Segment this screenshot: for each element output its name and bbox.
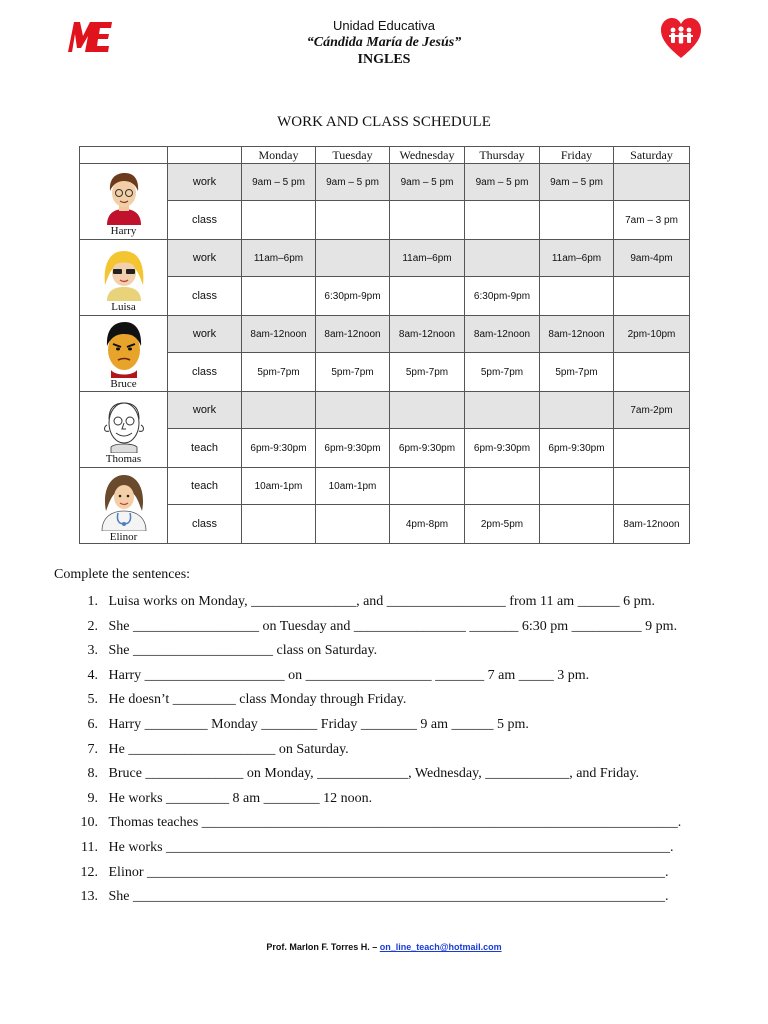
- schedule-cell: [465, 468, 540, 505]
- sentence-text: Elinor __________________________________________________________________________.: [108, 864, 669, 880]
- schedule-cell: [316, 240, 390, 277]
- schedule-cell: [390, 201, 465, 240]
- schedule-cell: 9am – 5 pm: [242, 164, 316, 201]
- schedule-cell: 6pm-9:30pm: [242, 429, 316, 468]
- schedule-cell: [316, 505, 390, 544]
- instructions: Complete the sentences:: [54, 567, 191, 582]
- schedule-cell: 7am – 3 pm: [614, 201, 690, 240]
- sentence-text: She ____________________________________________________________________________.: [108, 889, 669, 905]
- schedule-cell: [316, 201, 390, 240]
- sentence-number: 6.: [87, 716, 98, 732]
- sentence-number: 10.: [80, 815, 98, 831]
- schedule-cell: 2pm-10pm: [614, 316, 690, 353]
- table-row: [80, 201, 690, 240]
- activity-cell: teach: [168, 468, 242, 505]
- sentence-text: She ____________________ class on Saturday.: [108, 643, 378, 659]
- schedule-cell: 8am-12noon: [390, 316, 465, 353]
- sentence-item: [54, 863, 669, 888]
- page-title: WORK AND CLASS SCHEDULE: [277, 114, 491, 130]
- table-row: [80, 164, 690, 201]
- activity-cell: work: [168, 316, 242, 353]
- schedule-cell: 8am-12noon: [242, 316, 316, 353]
- activity-cell: teach: [168, 429, 242, 468]
- schedule-cell: 5pm-7pm: [465, 353, 540, 392]
- schedule-cell: [242, 505, 316, 544]
- schedule-cell: [390, 392, 465, 429]
- schedule-cell: [465, 392, 540, 429]
- sentence-text: He _____________________ on Saturday.: [108, 741, 349, 757]
- sentence-number: 4.: [87, 667, 98, 683]
- sentence-item: [54, 887, 669, 912]
- activity-cell: work: [168, 164, 242, 201]
- schedule-cell: 5pm-7pm: [242, 353, 316, 392]
- schedule-cell: [242, 277, 316, 316]
- sentence-text: He works ________________________________________________________________________.: [108, 839, 674, 855]
- schedule-cell: [540, 505, 614, 544]
- sentence-item: [54, 789, 654, 814]
- sentence-text: He works _________ 8 am ________ 12 noon.: [108, 790, 373, 806]
- harry-avatar-icon: [80, 169, 167, 225]
- sentence-text: Luisa works on Monday, _______________, and _________________ from 11 am ______ 6 pm.: [108, 594, 655, 609]
- sentence-number: 12.: [80, 864, 98, 880]
- schedule-cell: [540, 277, 614, 316]
- schedule-cell: 5pm-7pm: [316, 353, 390, 392]
- schedule-cell: [614, 277, 690, 316]
- activity-cell: class: [168, 201, 242, 240]
- schedule-cell: 9am – 5 pm: [540, 164, 614, 201]
- day-header: Thursday: [465, 147, 540, 164]
- schedule-cell: 9am – 5 pm: [390, 164, 465, 201]
- schedule-cell: 9am – 5 pm: [465, 164, 540, 201]
- schedule-cell: 5pm-7pm: [390, 353, 465, 392]
- sentence-number: 11.: [81, 839, 98, 855]
- schedule-cell: 9am-4pm: [614, 240, 690, 277]
- table-row: [80, 240, 690, 277]
- sentence-item: [54, 592, 654, 617]
- sentence-item: [54, 666, 654, 691]
- table-row: [80, 468, 690, 505]
- person-cell: [80, 164, 168, 240]
- sentence-number: 7.: [87, 741, 98, 757]
- table-row: [80, 505, 690, 544]
- schedule-cell: [540, 468, 614, 505]
- schedule-cell: 8am-12noon: [316, 316, 390, 353]
- person-cell: [80, 392, 168, 468]
- sentence-item: [54, 690, 654, 715]
- sentence-number: 8.: [87, 766, 98, 782]
- schedule-cell: 5pm-7pm: [540, 353, 614, 392]
- sentence-number: 1.: [87, 594, 98, 609]
- elinor-avatar-icon: [80, 471, 167, 531]
- sentence-text: Bruce ______________ on Monday, _____________, Wednesday, ____________, and Friday.: [108, 766, 640, 782]
- schedule-cell: 8am-12noon: [465, 316, 540, 353]
- person-cell: [80, 240, 168, 316]
- sentence-item: [54, 838, 674, 863]
- footer-email-link[interactable]: on_line_teach@hotmail.com: [379, 942, 502, 952]
- schedule-cell: 8am-12noon: [540, 316, 614, 353]
- schedule-cell: [614, 353, 690, 392]
- schedule-cell: [614, 468, 690, 505]
- subject-name: INGLES: [357, 52, 411, 67]
- activity-cell: class: [168, 277, 242, 316]
- schedule-cell: 9am – 5 pm: [316, 164, 390, 201]
- school-type: Unidad Educativa: [333, 18, 435, 33]
- schedule-cell: 6:30pm-9pm: [316, 277, 390, 316]
- table-row: [80, 316, 690, 353]
- luisa-avatar-icon: [80, 245, 167, 301]
- school-header: [0, 18, 768, 68]
- sentence-item: [54, 641, 654, 666]
- activity-cell: class: [168, 353, 242, 392]
- activity-cell: class: [168, 505, 242, 544]
- schedule-cell: [390, 277, 465, 316]
- table-row: [80, 277, 690, 316]
- footer: [0, 942, 768, 952]
- person-name: Harry: [110, 224, 137, 237]
- schedule-cell: [540, 392, 614, 429]
- schedule-cell: 10am-1pm: [242, 468, 316, 505]
- day-header: Tuesday: [316, 147, 390, 164]
- schedule-cell: [242, 201, 316, 240]
- sentence-number: 9.: [87, 790, 98, 806]
- sentence-text: She __________________ on Tuesday and ________________ _______ 6:30 pm __________ 9 pm.: [108, 618, 678, 634]
- schedule-cell: 6:30pm-9pm: [465, 277, 540, 316]
- schedule-cell: 11am–6pm: [390, 240, 465, 277]
- person-name: Luisa: [111, 300, 136, 313]
- sentence-item: [54, 617, 678, 642]
- day-header: Monday: [242, 147, 316, 164]
- schedule-cell: 4pm-8pm: [390, 505, 465, 544]
- schedule-table: [79, 146, 690, 544]
- schedule-cell: 2pm-5pm: [465, 505, 540, 544]
- person-cell: [80, 316, 168, 392]
- schedule-cell: 6pm-9:30pm: [540, 429, 614, 468]
- sentence-number: 5.: [87, 692, 98, 708]
- schedule-cell: 6pm-9:30pm: [465, 429, 540, 468]
- school-name: “Cándida María de Jesús”: [306, 35, 462, 50]
- sentence-number: 2.: [87, 618, 98, 634]
- sentence-item: [54, 813, 682, 838]
- sentence-item: [54, 740, 654, 765]
- schedule-cell: [316, 392, 390, 429]
- sentence-item: [54, 764, 654, 789]
- thomas-avatar-icon: [80, 397, 167, 453]
- table-row: [80, 429, 690, 468]
- schedule-cell: 6pm-9:30pm: [390, 429, 465, 468]
- person-cell: [80, 468, 168, 544]
- person-name: Elinor: [109, 530, 138, 543]
- schedule-cell: 8am-12noon: [614, 505, 690, 544]
- sentence-text: He doesn’t _________ class Monday through Friday.: [108, 692, 407, 708]
- activity-cell: work: [168, 240, 242, 277]
- person-name: Thomas: [105, 452, 142, 465]
- schedule-cell: [465, 201, 540, 240]
- day-header: Friday: [540, 147, 614, 164]
- schedule-cell: [465, 240, 540, 277]
- sentence-number: 3.: [87, 643, 98, 659]
- schedule-cell: [390, 468, 465, 505]
- table-row: [80, 392, 690, 429]
- schedule-cell: 6pm-9:30pm: [316, 429, 390, 468]
- schedule-cell: 10am-1pm: [316, 468, 390, 505]
- sentence-list: [54, 592, 682, 912]
- table-row: [80, 353, 690, 392]
- schedule-cell: 11am–6pm: [540, 240, 614, 277]
- schedule-cell: [614, 164, 690, 201]
- schedule-cell: [540, 201, 614, 240]
- schedule-cell: 11am–6pm: [242, 240, 316, 277]
- day-header: Saturday: [614, 147, 690, 164]
- sentence-text: Harry ____________________ on __________________ _______ 7 am _____ 3 pm.: [108, 667, 590, 683]
- sentence-text: Thomas teaches ____________________________________________________________________.: [108, 815, 682, 831]
- sentence-text: Harry _________ Monday ________ Friday ________ 9 am ______ 5 pm.: [108, 716, 529, 732]
- footer-author: Prof. Marlon F. Torres H. –: [266, 942, 380, 952]
- sentence-number: 13.: [80, 889, 98, 905]
- schedule-cell: [614, 429, 690, 468]
- person-name: Bruce: [110, 377, 137, 390]
- activity-cell: work: [168, 392, 242, 429]
- sentence-item: [54, 715, 654, 740]
- schedule-cell: 7am-2pm: [614, 392, 690, 429]
- bruce-avatar-icon: [80, 320, 167, 378]
- table-header-row: [80, 147, 690, 164]
- day-header: Wednesday: [390, 147, 465, 164]
- schedule-cell: [242, 392, 316, 429]
